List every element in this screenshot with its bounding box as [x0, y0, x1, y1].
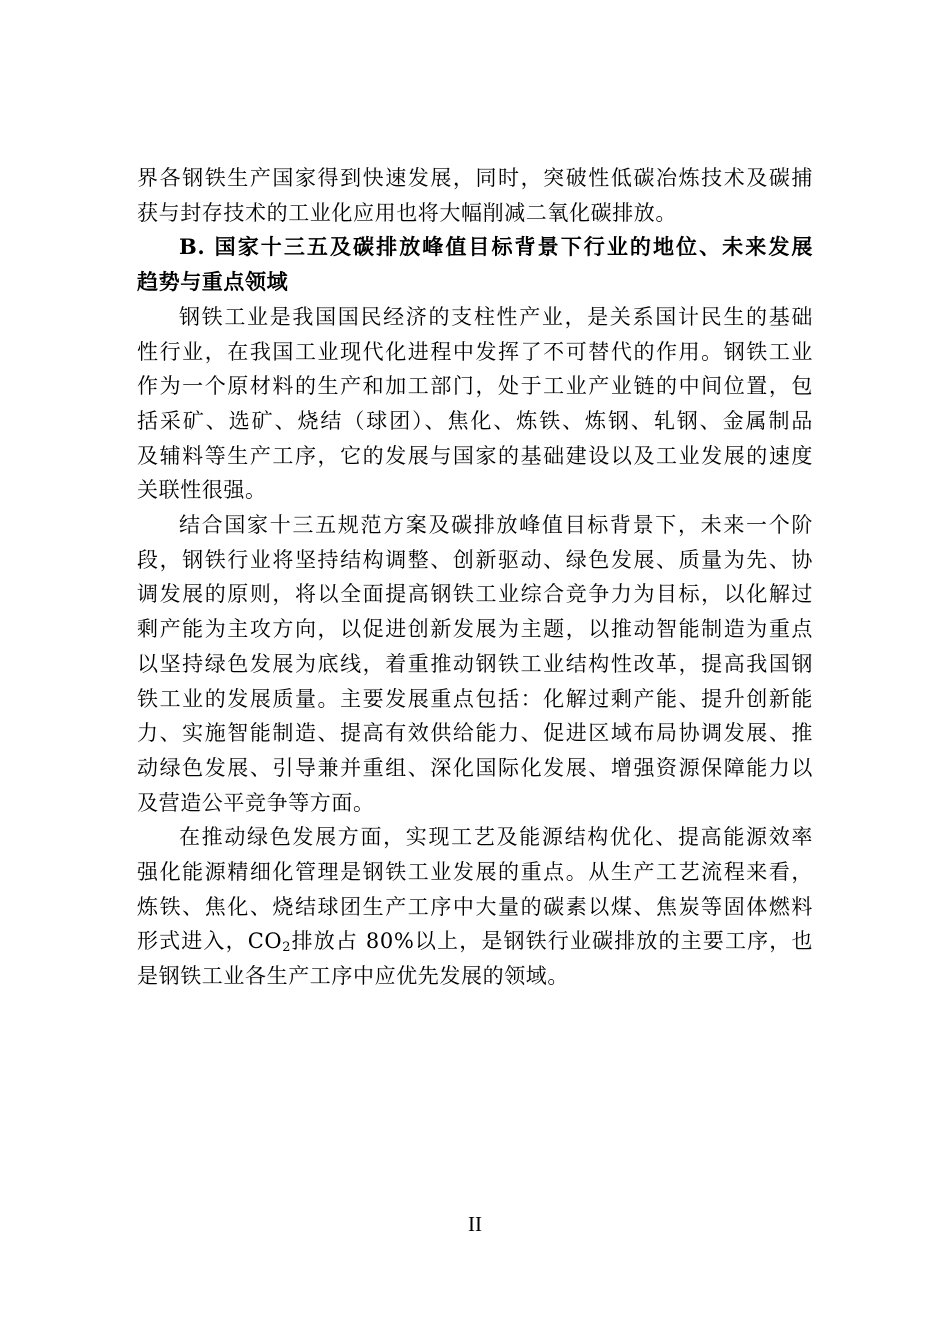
- document-body: [137, 161, 813, 994]
- text-line: 括采矿、选矿、烧结（球团）、焦化、炼铁、炼钢、轧钢、金属制品: [137, 408, 813, 433]
- text-line: 调发展的原则，将以全面提高钢铁工业综合竞争力为目标，以化解过: [137, 582, 813, 607]
- text-line: 在推动绿色发展方面，实现工艺及能源结构优化、提高能源效率: [179, 825, 813, 850]
- text-line: 及营造公平竞争等方面。: [137, 790, 375, 815]
- co2-text-line: [137, 924, 813, 959]
- text-line: 关联性很强。: [137, 478, 267, 503]
- section-heading-b: [137, 230, 813, 299]
- paragraph-4: [137, 820, 813, 994]
- text-line: 力、实施智能制造、提高有效供给能力、促进区域布局协调发展、推: [137, 721, 813, 746]
- co2-before: 形式进入，CO: [137, 929, 283, 954]
- paragraph-1: [137, 161, 813, 230]
- heading-line: 趋势与重点领域: [137, 269, 289, 295]
- co2-subscript: 2: [282, 940, 292, 956]
- page-number: II: [468, 1212, 482, 1236]
- text-line: 及辅料等生产工序，它的发展与国家的基础建设以及工业发展的速度: [137, 443, 813, 468]
- text-line: 是钢铁工业各生产工序中应优先发展的领域。: [137, 964, 569, 989]
- paragraph-3: [137, 508, 813, 820]
- text-line: 强化能源精细化管理是钢铁工业发展的重点。从生产工艺流程来看，: [137, 860, 813, 885]
- text-line: 剩产能为主攻方向，以促进创新发展为主题，以推动智能制造为重点: [137, 617, 813, 642]
- paragraph-2: [137, 300, 813, 508]
- heading-line: B. 国家十三五及碳排放峰值目标背景下行业的地位、未来发展: [179, 234, 813, 260]
- text-line: 钢铁工业是我国国民经济的支柱性产业，是关系国计民生的基础: [179, 304, 813, 329]
- text-line: 段，钢铁行业将坚持结构调整、创新驱动、绿色发展、质量为先、协: [137, 547, 813, 572]
- text-line: 作为一个原材料的生产和加工部门，处于工业产业链的中间位置，包: [137, 374, 813, 399]
- text-line: 铁工业的发展质量。主要发展重点包括：化解过剩产能、提升创新能: [137, 686, 813, 711]
- co2-after: 排放占 80%以上，是钢铁行业碳排放的主要工序，也: [291, 929, 813, 954]
- text-line: 性行业，在我国工业现代化进程中发挥了不可替代的作用。钢铁工业: [137, 339, 813, 364]
- text-line: 动绿色发展、引导兼并重组、深化国际化发展、增强资源保障能力以: [137, 755, 813, 780]
- text-line: 结合国家十三五规范方案及碳排放峰值目标背景下，未来一个阶: [179, 513, 813, 538]
- text-line: 以坚持绿色发展为底线，着重推动钢铁工业结构性改革，提高我国钢: [137, 651, 813, 676]
- text-line: 界各钢铁生产国家得到快速发展，同时，突破性低碳冶炼技术及碳捕: [137, 166, 813, 190]
- text-line: 获与封存技术的工业化应用也将大幅削减二氧化碳排放。: [137, 200, 677, 225]
- text-line: 炼铁、焦化、烧结球团生产工序中大量的碳素以煤、焦炭等固体燃料: [137, 894, 813, 919]
